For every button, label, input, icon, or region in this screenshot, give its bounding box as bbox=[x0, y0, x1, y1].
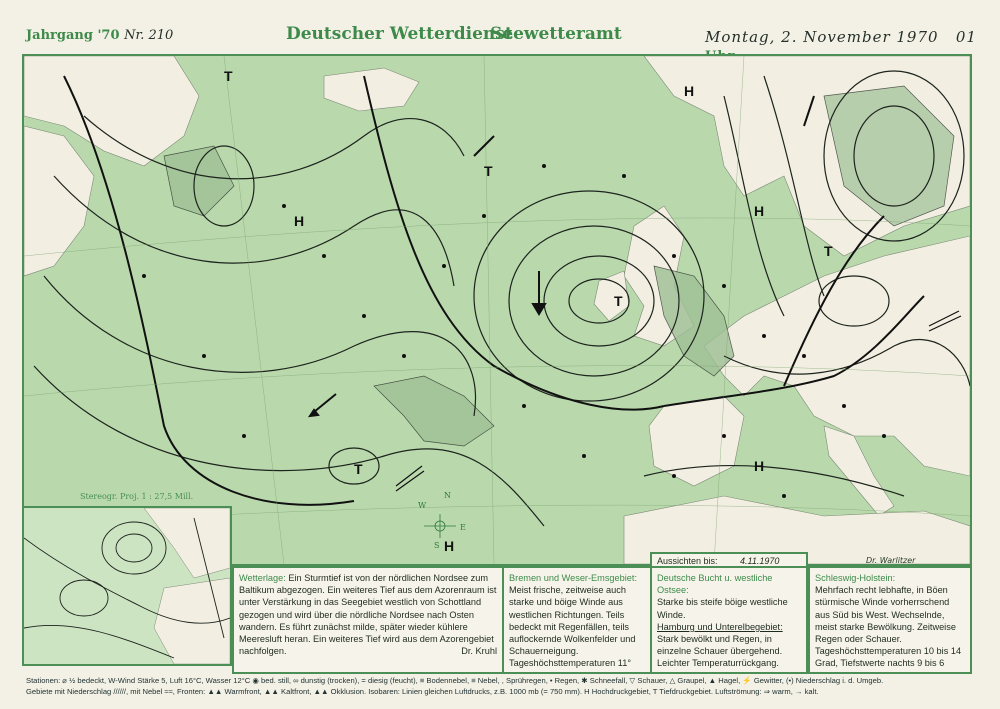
labrador-land bbox=[24, 126, 94, 276]
station bbox=[782, 494, 786, 498]
bucht-subtitle: Hamburg und Unterelbegebiet: bbox=[657, 621, 783, 632]
italy-land bbox=[824, 426, 894, 516]
high-pressure-label: H bbox=[754, 458, 765, 474]
station bbox=[282, 204, 286, 208]
compass-s: S bbox=[434, 541, 440, 550]
compass-e: E bbox=[460, 523, 466, 532]
low-pressure-label: T bbox=[824, 243, 833, 259]
iberia-land bbox=[649, 396, 744, 486]
schleswig-text: Mehrfach recht lebhafte, in Böen stürmische Winde vorherrschend aus Süd bis West. Wechselnde, meist starke Bewölkung. Zeitweise Regen oder Schauer. Tageshöchsttemperaturen 10 bis 14 Grad, Tiefstwerte nachts 9 bis 6 bbox=[815, 585, 962, 669]
high-pressure-label: H bbox=[684, 83, 695, 99]
station bbox=[202, 354, 206, 358]
aussichten-date: 4.11.1970 bbox=[740, 556, 780, 566]
station bbox=[622, 174, 626, 178]
station bbox=[762, 334, 766, 338]
station bbox=[362, 314, 366, 318]
legend bbox=[26, 675, 976, 697]
station bbox=[582, 454, 586, 458]
wetterlage-author: Dr. Kruhl bbox=[461, 646, 497, 657]
graticule-line bbox=[484, 56, 494, 564]
high-pressure-label: H bbox=[294, 213, 305, 229]
synoptic-map bbox=[22, 54, 972, 566]
cold-air-arrow bbox=[533, 304, 545, 314]
station bbox=[242, 434, 246, 438]
legend-line-2: Gebiete mit Niederschlag //////, mit Nebel ≈≈, Fronten: ▲▲ Warmfront, ▲▲ Kaltfront, ▲▲ Okklusion. Isobaren: Linien gleichen Luftdrucks, z.B. 1000 mb (= 750 mm). H Hochdruckgebiet, T Tiefdruckgebiet. Luftströmung: ⇒ warm, → kalt. bbox=[26, 687, 819, 696]
station bbox=[522, 404, 526, 408]
occlusion-front bbox=[364, 76, 664, 410]
compass-n: N bbox=[444, 491, 451, 500]
graticule-line bbox=[224, 56, 284, 564]
station bbox=[322, 254, 326, 258]
panel-bucht bbox=[650, 566, 808, 674]
issue-info bbox=[26, 28, 173, 43]
low-pressure-label: T bbox=[614, 293, 623, 309]
station bbox=[672, 474, 676, 478]
hour-text: 01 bbox=[955, 28, 977, 46]
publisher-title: Deutscher Wetterdienst bbox=[286, 24, 513, 44]
high-pressure-label: H bbox=[444, 538, 455, 554]
inset-map bbox=[22, 506, 232, 666]
bremen-title: Bremen und Weser-Emsgebiet: bbox=[509, 573, 638, 583]
compass-w: W bbox=[418, 501, 427, 510]
cold-air-arrow bbox=[474, 136, 494, 156]
compass-rose bbox=[424, 514, 456, 538]
low-pressure-label: T bbox=[354, 461, 363, 477]
office-title: Seewetteramt bbox=[490, 24, 622, 44]
inset-canvas bbox=[24, 508, 230, 664]
issue-number: Nr. 210 bbox=[124, 28, 174, 43]
station bbox=[722, 284, 726, 288]
panel-bremen bbox=[502, 566, 652, 674]
station bbox=[142, 274, 146, 278]
legend-line-1: Stationen: ⌀ ½ bedeckt, W-Wind Stärke 5, Luft 16°C, Wasser 12°C ◉ bed. still, ∞ dunstig (trocken), = diesig (feucht), ≡ Bodennebel, ≡ Nebel, , Sprühregen, • Regen, ✱ Schneefall, ▽ Schauer, △ Graupel, ▲ Hagel, ⚡ Gewitter, (•) Niederschlag i. d. Umgeb. bbox=[26, 676, 884, 685]
station bbox=[882, 434, 886, 438]
wetterlage-text: Ein Sturmtief ist von der nördlichen Nordsee zum Baltikum abgezogen. Ein weiteres Tief aus dem Azorenraum ist unter Verstärkung in das Seegebiet westlich von Schottland gezogen und wird über die nördliche Nordsee nach Osten wandern. Es führt zunächst milde, später wieder kühlere Meeresluft heran. Ein weiteres Tief wird aus dem Azorengebiet nachfolgen. bbox=[239, 573, 497, 657]
precip-area bbox=[164, 146, 234, 216]
station bbox=[542, 164, 546, 168]
jahrgang: Jahrgang '70 bbox=[26, 28, 120, 43]
map-canvas bbox=[24, 56, 970, 564]
signature: Dr. Warlitzer bbox=[866, 556, 916, 565]
station bbox=[672, 254, 676, 258]
wetterlage-title: Wetterlage: bbox=[239, 573, 286, 583]
panel-schleswig bbox=[808, 566, 972, 674]
inset-caption: Stereogr. Proj. 1 : 27,5 Mill. bbox=[80, 492, 194, 501]
bucht-subtext: Stark bewölkt und Regen, in einzelne Schauer übergehend. Leichter Temperaturrückgang. bbox=[657, 634, 783, 669]
high-pressure-label: H bbox=[754, 203, 765, 219]
station bbox=[842, 404, 846, 408]
station bbox=[402, 354, 406, 358]
station bbox=[802, 354, 806, 358]
precip-area bbox=[374, 376, 494, 446]
bucht-title: Deutsche Bucht u. westliche Ostsee: bbox=[657, 573, 773, 596]
isobar bbox=[34, 366, 544, 526]
station bbox=[722, 434, 726, 438]
header bbox=[0, 0, 1000, 52]
date-text: Montag, 2. November 1970 bbox=[705, 28, 939, 46]
bucht-text: Starke bis steife böige westliche Winde. bbox=[657, 597, 788, 620]
schleswig-title: Schleswig-Holstein: bbox=[815, 573, 896, 583]
low-pressure-label: T bbox=[484, 163, 493, 179]
panel-wetterlage bbox=[232, 566, 504, 674]
cold-air-arrow bbox=[314, 394, 336, 412]
station bbox=[482, 214, 486, 218]
bremen-text: Meist frische, zeitweise auch starke und böige Winde aus westlichen Richtungen. Teils bedeckt mit Regenfällen, teils auflockernde Wolkenfelder und Schauerneigung. Tageshöchsttemperaturen 11° bbox=[509, 585, 636, 669]
aussichten-label: Aussichten bis: bbox=[657, 556, 718, 566]
low-pressure-label: T bbox=[224, 68, 233, 84]
warm-air-arrow bbox=[396, 466, 424, 491]
station bbox=[442, 264, 446, 268]
